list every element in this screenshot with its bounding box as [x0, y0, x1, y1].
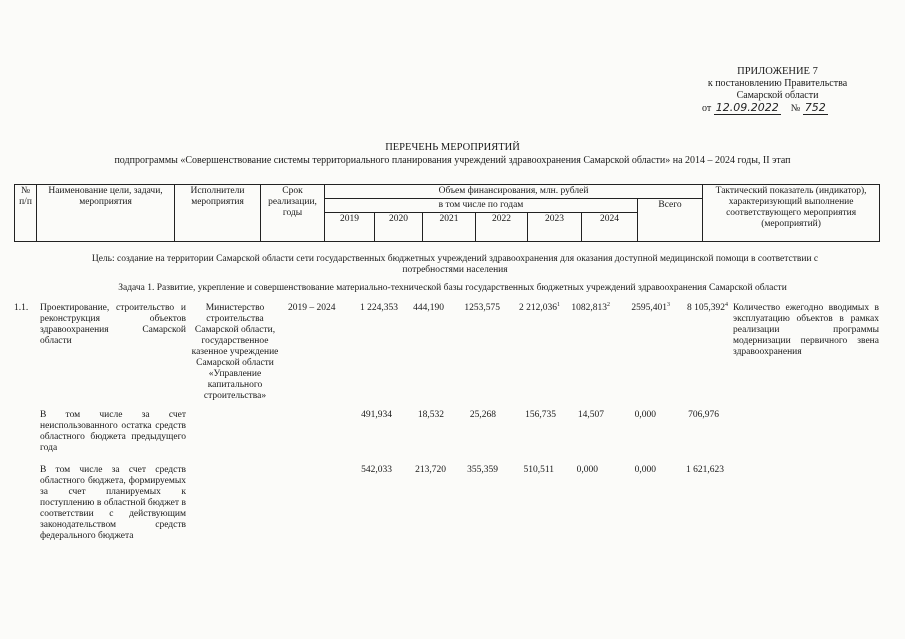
- header-term: Срок реализации, годы: [261, 185, 325, 242]
- row-value-2020: 444,190: [413, 303, 444, 313]
- header-total: Всего: [638, 199, 703, 242]
- subrow1-value-2023: 14,507: [577, 410, 604, 420]
- header-year-2020: 2020: [375, 213, 423, 242]
- row-indicator: Количество ежегодно вводимых в эксплуатацию объектов в рамках реализации программы модернизации первичного звена здравоохранения: [733, 303, 879, 357]
- row-name: Проектирование, строительство и реконструкция объектов здравоохранения Самарской области: [40, 303, 186, 346]
- appendix-line1: к постановлению Правительства: [707, 78, 848, 89]
- appendix-date-line: [690, 102, 865, 115]
- subrow2-value-2019: 542,033: [361, 465, 392, 475]
- header-by-years: в том числе по годам: [325, 199, 638, 213]
- header-year-2019: 2019: [325, 213, 375, 242]
- subrow2-value-2021: 355,359: [467, 465, 498, 475]
- subrow1-value-2019: 491,934: [361, 410, 392, 420]
- header-indicator: Тактический показатель (индикатор), характеризующий выполнение соответствующего мероприятия (мероприятий): [703, 185, 880, 242]
- subrow2-value-2022: 510,511: [523, 465, 554, 475]
- subrow2-value-2020: 213,720: [415, 465, 446, 475]
- row-value-2022: 2 212,036$^1$: [519, 301, 560, 313]
- subrow1-value-2021: 25,268: [469, 410, 496, 420]
- appendix-line2: Самарской области: [736, 90, 819, 101]
- task-text: Задача 1. Развитие, укрепление и совершенствование материально-технической базы государственных бюджетных учреждений здравоохранения Самарской области: [118, 283, 787, 293]
- date-prefix: от: [702, 103, 712, 114]
- subrow1-value-2022: 156,735: [525, 410, 556, 420]
- subrow1-value-2020: 18,532: [417, 410, 444, 420]
- row-executor: Министерство строительства Самарской области, государственное казенное учреждение Самарской области «Управление капитального строительства»: [191, 303, 279, 401]
- table-header: [14, 184, 880, 242]
- header-year-2021: 2021: [423, 213, 476, 242]
- subrow1-value-total: 706,976: [688, 410, 719, 420]
- subrow2-value-2024: 0,000: [634, 465, 656, 475]
- header-num: № п/п: [15, 185, 37, 242]
- goal-text: Цель: создание на территории Самарской области сети государственных бюджетных учреждений здравоохранения для оказания доступной медицинской помощи в соответствии с потребностями населения: [91, 254, 819, 275]
- header-year-2024: 2024: [582, 213, 638, 242]
- row-value-2019: 1 224,353: [360, 303, 398, 313]
- number-value: 752: [804, 101, 826, 114]
- row-value-total: 8 105,392$^4$: [687, 301, 728, 313]
- date-value: 12.09.2022: [715, 101, 779, 114]
- document-title: ПЕРЕЧЕНЬ МЕРОПРИЯТИЙ: [385, 142, 520, 153]
- subrow2-name: В том числе за счет средств областного бюджета, формируемых за счет планируемых к поступлению в областной бюджет в соответствии с действующим законодательством средств федерального бюджета: [40, 465, 186, 541]
- header-year-2023: 2023: [528, 213, 582, 242]
- document-subtitle: подпрограммы «Совершенствование системы территориального планирования учреждений здравоохранения Самарской области» на 2014 – 2024 годы, II этап: [114, 155, 791, 166]
- appendix-block: [690, 66, 865, 115]
- appendix-title: ПРИЛОЖЕНИЕ 7: [737, 66, 818, 77]
- subrow2-value-2023: 0,000: [576, 465, 598, 475]
- header-year-2022: 2022: [476, 213, 528, 242]
- row-number: 1.1.: [14, 303, 29, 313]
- row-term: 2019 – 2024: [288, 303, 336, 313]
- row-value-2023: 1082,813$^2$: [571, 301, 610, 313]
- row-value-2021: 1253,575: [464, 303, 500, 313]
- row-value-2024: 2595,401$^3$: [631, 301, 670, 313]
- subrow1-name: В том числе за счет неиспользованного остатка средств областного бюджета предыдущего года: [40, 410, 186, 453]
- header-financing: Объем финансирования, млн. рублей: [325, 185, 703, 199]
- subrow1-value-2024: 0,000: [634, 410, 656, 420]
- header-executors: Исполнители мероприятия: [175, 185, 261, 242]
- number-prefix: №: [790, 103, 801, 114]
- header-name: Наименование цели, задачи, мероприятия: [37, 185, 175, 242]
- subrow2-value-total: 1 621,623: [686, 465, 724, 475]
